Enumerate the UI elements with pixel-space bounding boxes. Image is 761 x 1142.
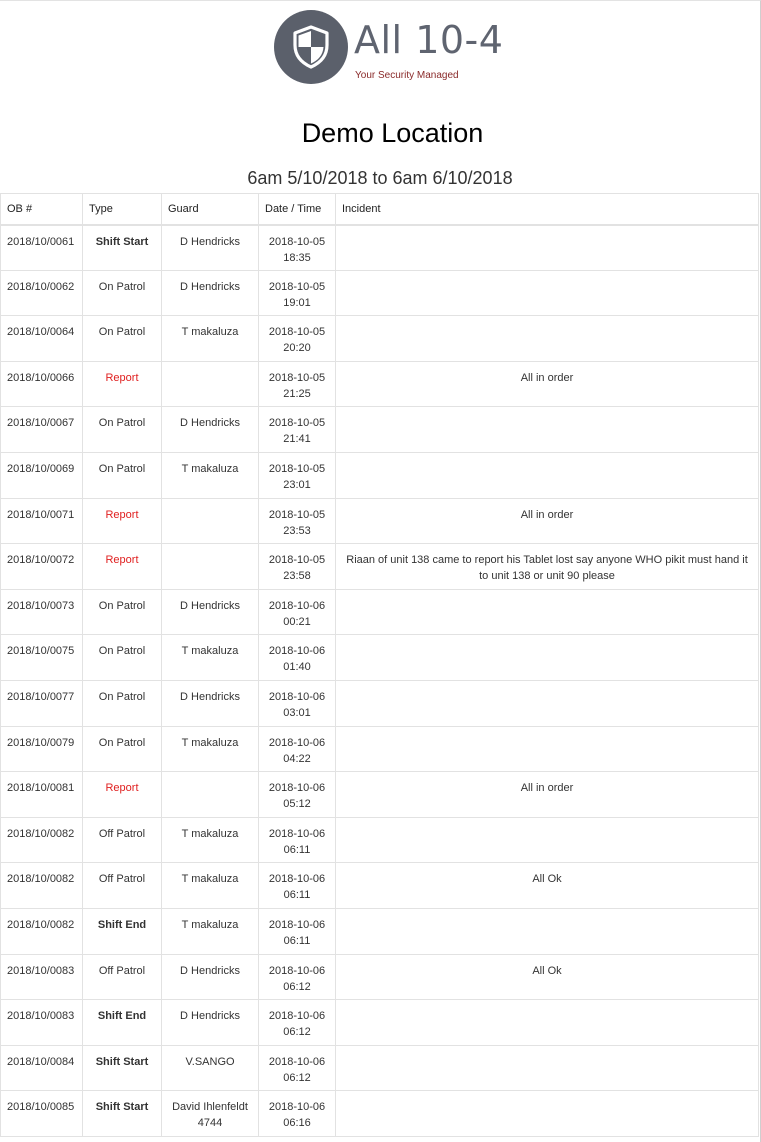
date-value: 2018-10-06 (268, 690, 326, 703)
ob-number-cell: 2018/10/0084 (1, 1045, 83, 1091)
page-title: Demo Location (301, 118, 484, 148)
table-row (1, 225, 759, 271)
time-value: 06:12 (283, 1071, 311, 1084)
incident-cell: All in order (336, 772, 759, 818)
ob-number-cell: 2018/10/0071 (1, 498, 83, 544)
table-row (1, 1045, 759, 1091)
type-cell: Off Patrol (83, 954, 162, 1000)
guard-cell: T makaluza (162, 452, 259, 498)
time-value: 05:12 (283, 798, 311, 811)
ob-number-cell: 2018/10/0061 (1, 225, 83, 271)
type-cell: Shift Start (83, 1091, 162, 1137)
date-time-cell (259, 589, 336, 635)
incident-cell (336, 407, 759, 453)
table-body (1, 225, 759, 1137)
date-value: 2018-10-06 (268, 736, 326, 749)
type-cell: On Patrol (83, 452, 162, 498)
date-time-cell (259, 1000, 336, 1046)
time-value: 06:12 (283, 980, 311, 993)
table-row (1, 1091, 759, 1137)
table-row (1, 772, 759, 818)
table-row (1, 1000, 759, 1046)
ob-number-cell: 2018/10/0075 (1, 635, 83, 681)
incident-cell: All in order (336, 361, 759, 407)
ob-number-cell: 2018/10/0081 (1, 772, 83, 818)
incident-cell: All Ok (336, 954, 759, 1000)
table-row (1, 498, 759, 544)
table-row (1, 908, 759, 954)
date-time-cell (259, 270, 336, 316)
time-value: 23:01 (283, 478, 311, 491)
ob-number-cell: 2018/10/0073 (1, 589, 83, 635)
table-row (1, 726, 759, 772)
type-cell: On Patrol (83, 726, 162, 772)
date-time-cell (259, 1091, 336, 1137)
table-header-row (1, 194, 759, 225)
date-value: 2018-10-05 (268, 554, 326, 567)
incident-cell (336, 270, 759, 316)
shield-icon (292, 25, 330, 69)
incident-cell (336, 680, 759, 726)
column-header-date-time: Date / Time (259, 194, 336, 225)
type-cell: On Patrol (83, 270, 162, 316)
date-value: 2018-10-05 (268, 326, 326, 339)
time-value: 18:35 (283, 251, 311, 264)
incident-cell (336, 1000, 759, 1046)
date-value: 2018-10-06 (268, 964, 326, 977)
table-row (1, 635, 759, 681)
time-value: 23:58 (283, 570, 311, 583)
time-value: 06:11 (283, 843, 311, 856)
guard-cell: T makaluza (162, 863, 259, 909)
guard-cell: D Hendricks (162, 589, 259, 635)
incident-cell (336, 316, 759, 362)
date-time-cell (259, 726, 336, 772)
incident-cell (336, 225, 759, 271)
date-value: 2018-10-05 (268, 371, 326, 384)
table-row (1, 316, 759, 362)
type-cell: On Patrol (83, 316, 162, 362)
incident-cell (336, 1045, 759, 1091)
incident-cell (336, 589, 759, 635)
column-header-guard: Guard (162, 194, 259, 225)
table-row (1, 817, 759, 863)
guard-cell (162, 498, 259, 544)
column-header-ob: OB # (1, 194, 83, 225)
time-value: 19:01 (283, 296, 311, 309)
date-time-cell (259, 225, 336, 271)
type-cell: Shift End (83, 908, 162, 954)
time-value: 03:01 (283, 706, 311, 719)
time-value: 20:20 (283, 342, 311, 355)
date-value: 2018-10-06 (268, 645, 326, 658)
ob-number-cell: 2018/10/0083 (1, 954, 83, 1000)
incident-cell (336, 452, 759, 498)
date-value: 2018-10-06 (268, 1010, 326, 1023)
guard-cell: V.SANGO (162, 1045, 259, 1091)
date-value: 2018-10-06 (268, 1055, 326, 1068)
ob-number-cell: 2018/10/0082 (1, 863, 83, 909)
ob-number-cell: 2018/10/0066 (1, 361, 83, 407)
date-time-cell (259, 817, 336, 863)
time-value: 23:53 (283, 524, 311, 537)
guard-cell: D Hendricks (162, 680, 259, 726)
guard-cell: T makaluza (162, 726, 259, 772)
incident-cell: All Ok (336, 863, 759, 909)
table-row (1, 680, 759, 726)
type-cell: Report (83, 498, 162, 544)
brand-logo (274, 10, 504, 85)
date-time-cell (259, 316, 336, 362)
time-value: 06:12 (283, 1026, 311, 1039)
date-time-cell (259, 680, 336, 726)
table-row (1, 270, 759, 316)
date-value: 2018-10-05 (268, 508, 326, 521)
table-row (1, 361, 759, 407)
guard-cell: T makaluza (162, 635, 259, 681)
type-cell: On Patrol (83, 635, 162, 681)
ob-number-cell: 2018/10/0083 (1, 1000, 83, 1046)
incident-cell (336, 726, 759, 772)
incident-cell: All in order (336, 498, 759, 544)
date-time-cell (259, 863, 336, 909)
type-cell: Off Patrol (83, 817, 162, 863)
ob-number-cell: 2018/10/0082 (1, 817, 83, 863)
guard-cell (162, 544, 259, 590)
guard-cell: D Hendricks (162, 270, 259, 316)
incident-cell (336, 817, 759, 863)
date-time-cell (259, 635, 336, 681)
date-value: 2018-10-06 (268, 827, 326, 840)
date-time-cell (259, 361, 336, 407)
type-cell: Shift Start (83, 1045, 162, 1091)
date-value: 2018-10-05 (268, 280, 326, 293)
date-range: 6am 5/10/2018 to 6am 6/10/2018 (247, 168, 513, 188)
date-value: 2018-10-06 (268, 918, 326, 931)
ob-number-cell: 2018/10/0072 (1, 544, 83, 590)
table-row (1, 863, 759, 909)
type-cell: Shift Start (83, 225, 162, 271)
incident-cell (336, 1091, 759, 1137)
column-header-type: Type (83, 194, 162, 225)
brand-tagline: Your Security Managed (355, 70, 459, 81)
time-value: 06:16 (283, 1117, 311, 1130)
logo-circle (274, 10, 348, 84)
table-row (1, 954, 759, 1000)
time-value: 06:11 (283, 934, 311, 947)
date-time-cell (259, 544, 336, 590)
guard-cell: D Hendricks (162, 954, 259, 1000)
type-cell: Report (83, 361, 162, 407)
guard-cell: D Hendricks (162, 1000, 259, 1046)
time-value: 00:21 (283, 615, 311, 628)
guard-cell: T makaluza (162, 316, 259, 362)
ob-number-cell: 2018/10/0082 (1, 908, 83, 954)
date-value: 2018-10-06 (268, 873, 326, 886)
table-row (1, 544, 759, 590)
time-value: 04:22 (283, 752, 311, 765)
date-value: 2018-10-05 (268, 235, 326, 248)
date-time-cell (259, 1045, 336, 1091)
ob-number-cell: 2018/10/0064 (1, 316, 83, 362)
time-value: 06:11 (283, 889, 311, 902)
ob-number-cell: 2018/10/0079 (1, 726, 83, 772)
type-cell: On Patrol (83, 680, 162, 726)
ob-number-cell: 2018/10/0077 (1, 680, 83, 726)
guard-cell: David Ihlenfeldt 4744 (162, 1091, 259, 1137)
ob-number-cell: 2018/10/0067 (1, 407, 83, 453)
guard-cell (162, 772, 259, 818)
column-header-incident: Incident (336, 194, 759, 225)
date-value: 2018-10-06 (268, 1101, 326, 1114)
guard-cell: D Hendricks (162, 225, 259, 271)
date-time-cell (259, 954, 336, 1000)
table-row (1, 589, 759, 635)
occurrence-book-table (0, 193, 759, 1137)
date-value: 2018-10-06 (268, 782, 326, 795)
type-cell: On Patrol (83, 589, 162, 635)
time-value: 21:25 (283, 387, 311, 400)
incident-cell: Riaan of unit 138 came to report his Tablet lost say anyone WHO pikit must hand it to unit 138 or unit 90 please (336, 544, 759, 590)
date-time-cell (259, 772, 336, 818)
incident-cell (336, 908, 759, 954)
type-cell: Report (83, 544, 162, 590)
table-row (1, 452, 759, 498)
date-time-cell (259, 908, 336, 954)
ob-number-cell: 2018/10/0085 (1, 1091, 83, 1137)
date-value: 2018-10-05 (268, 417, 326, 430)
date-value: 2018-10-06 (268, 599, 326, 612)
brand-name: All 10-4 (354, 18, 504, 62)
guard-cell: T makaluza (162, 908, 259, 954)
incident-cell (336, 635, 759, 681)
date-value: 2018-10-05 (268, 462, 326, 475)
date-time-cell (259, 452, 336, 498)
date-time-cell (259, 498, 336, 544)
time-value: 01:40 (283, 661, 311, 674)
ob-number-cell: 2018/10/0069 (1, 452, 83, 498)
guard-cell (162, 361, 259, 407)
type-cell: Off Patrol (83, 863, 162, 909)
table-row (1, 407, 759, 453)
type-cell: On Patrol (83, 407, 162, 453)
type-cell: Shift End (83, 1000, 162, 1046)
guard-cell: D Hendricks (162, 407, 259, 453)
type-cell: Report (83, 772, 162, 818)
time-value: 21:41 (283, 433, 311, 446)
guard-cell: T makaluza (162, 817, 259, 863)
ob-number-cell: 2018/10/0062 (1, 270, 83, 316)
date-time-cell (259, 407, 336, 453)
